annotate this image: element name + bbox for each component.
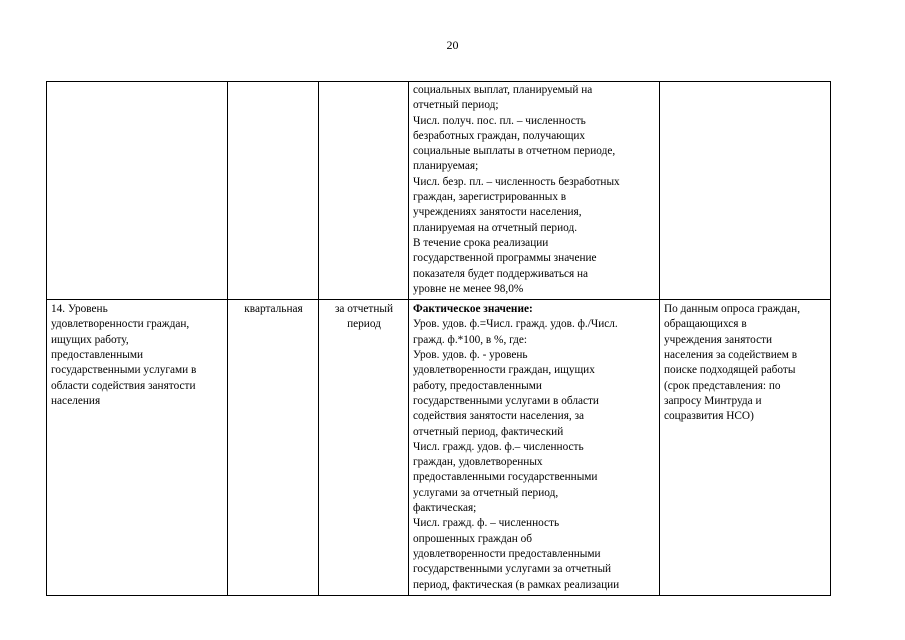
text-line: содействия занятости населения, за (413, 410, 585, 423)
text-line: удовлетворенности граждан, (51, 318, 190, 331)
text-line: период, фактическая (в рамках реализации (413, 578, 620, 591)
text-line: Числ. безр. пл. – численность безработных (413, 175, 620, 188)
text-line: Уров. удов. ф.=Числ. гражд. удов. ф./Числ. (413, 318, 618, 331)
period-cell (319, 300, 409, 596)
text-line: населения за содействием в (664, 349, 798, 362)
period-cell-empty (319, 82, 409, 300)
frequency-cell-empty (228, 82, 319, 300)
text-line: гражд. ф.*100, в %, где: (413, 333, 528, 346)
text-line: безработных граждан, получающих (413, 129, 586, 142)
text-line: отчетный период, фактический (413, 425, 564, 438)
text-line: населения (51, 394, 101, 407)
text-line: обращающихся в (664, 318, 747, 331)
text-line: предоставленными (51, 349, 144, 362)
text-line: отчетный период; (413, 99, 499, 112)
source-cell (660, 300, 831, 596)
text-line: поиске подходящей работы (664, 364, 796, 377)
text-line: По данным опроса граждан, (664, 303, 801, 316)
indicator-name (51, 302, 224, 409)
frequency-value: квартальная (244, 303, 303, 316)
table-row-continuation (47, 82, 831, 300)
text-line: за отчетный (334, 303, 394, 316)
text-line: соцразвития НСО) (664, 410, 754, 423)
source-cell-empty (660, 82, 831, 300)
text-line: Числ. гражд. ф. – численность (413, 517, 560, 530)
text-line: Уров. удов. ф. - уровень (413, 349, 528, 362)
text-line: ищущих работу, (51, 333, 129, 346)
period-value (323, 302, 405, 333)
text-line: уровне не менее 98,0% (413, 282, 524, 295)
text-line: фактическая; (413, 502, 477, 515)
text-line: области содействия занятости (51, 379, 196, 392)
text-line: предоставленными государственными (413, 471, 598, 484)
frequency-cell (228, 300, 319, 596)
text-line: социальные выплаты в отчетном периоде, (413, 145, 616, 158)
text-line: опрошенных граждан об (413, 532, 532, 545)
text-line: государственными услугами в (51, 364, 197, 377)
text-line: граждан, зарегистрированных в (413, 191, 567, 204)
formula-text (413, 317, 656, 592)
text-line: Числ. получ. пос. пл. – численность (413, 114, 586, 127)
source-text (664, 302, 827, 424)
text-line: запросу Минтруда и (664, 394, 762, 407)
text-line: показателя будет поддерживаться на (413, 267, 589, 280)
text-line: учреждения занятости (664, 333, 773, 346)
formula-cell (409, 300, 660, 596)
indicators-table (46, 81, 831, 596)
text-line: услугами за отчетный период, (413, 486, 559, 499)
text-line: удовлетворенности предоставленными (413, 547, 601, 560)
text-line: планируемая на отчетный период. (413, 221, 578, 234)
formula-cell (409, 82, 660, 300)
text-line: период (347, 318, 381, 331)
text-line: удовлетворенности граждан, ищущих (413, 364, 595, 377)
text-line: государственной программы значение (413, 252, 597, 265)
text-line: государственными услугами в области (413, 394, 599, 407)
text-line: В течение срока реализации (413, 236, 549, 249)
text-line: учреждениях занятости населения, (413, 206, 582, 219)
text-line: планируемая; (413, 160, 479, 173)
text-line: социальных выплат, планируемый на (413, 84, 593, 96)
text-line: работу, предоставленными (413, 379, 542, 392)
page-number: 20 (446, 38, 459, 52)
text-line: 14. Уровень (51, 303, 108, 316)
indicator-cell-empty (47, 82, 228, 300)
text-line: граждан, удовлетворенных (413, 456, 543, 469)
text-line: (срок представления: по (664, 379, 781, 392)
table-row-14 (47, 300, 831, 596)
indicator-cell (47, 300, 228, 596)
formula-text (413, 83, 656, 297)
formula-heading: Фактическое значение: (413, 303, 533, 316)
text-line: государственными услугами за отчетный (413, 563, 612, 576)
text-line: Числ. гражд. удов. ф.– численность (413, 440, 584, 453)
